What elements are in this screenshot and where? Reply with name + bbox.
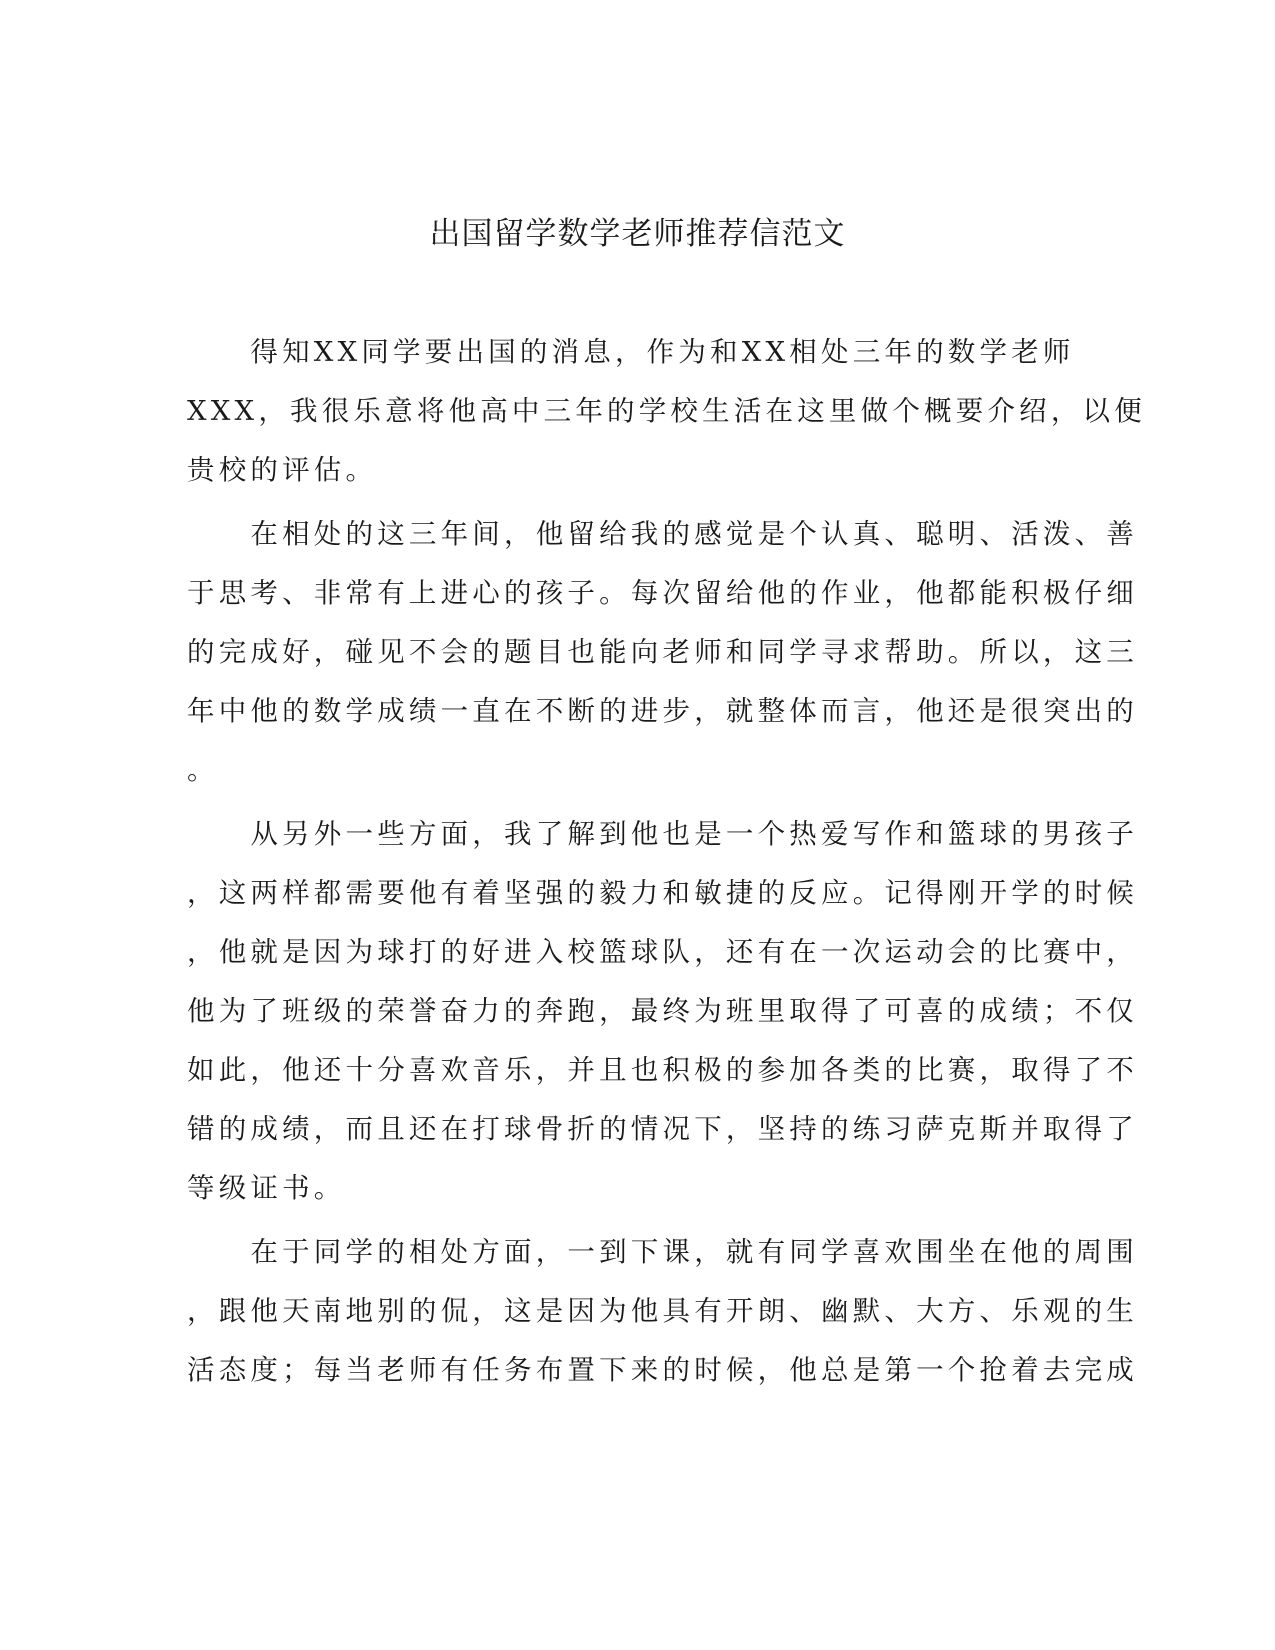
text-line: 如此，他还十分喜欢音乐，并且也积极的参加各类的比赛，取得了不 [187, 1054, 1138, 1086]
paragraph [187, 1223, 1138, 1400]
text-line: 错的成绩，而且还在打球骨折的情况下，坚持的练习萨克斯并取得了 [187, 1113, 1138, 1145]
text-line: 从另外一些方面，我了解到他也是一个热爱写作和篮球的男孩子 [187, 818, 1138, 850]
text-line: 得知XX同学要出国的消息，作为和XX相处三年的数学老师 [187, 336, 1075, 368]
paragraph [187, 505, 1138, 800]
text-line: 贵校的评估。 [187, 454, 378, 486]
text-line: 的完成好，碰见不会的题目也能向老师和同学寻求帮助。所以，这三 [187, 636, 1138, 668]
text-line: XXX，我很乐意将他高中三年的学校生活在这里做个概要介绍，以便 [187, 395, 1146, 427]
paragraph [187, 805, 1138, 1218]
document-body [187, 323, 1146, 1400]
text-line: 等级证书。 [187, 1172, 346, 1204]
text-line: ，跟他天南地别的侃，这是因为他具有开朗、幽默、大方、乐观的生 [187, 1295, 1138, 1327]
text-line: 在相处的这三年间，他留给我的感觉是个认真、聪明、活泼、善 [187, 518, 1138, 550]
text-line: 。 [187, 754, 219, 786]
text-line: 年中他的数学成绩一直在不断的进步，就整体而言，他还是很突出的 [187, 695, 1138, 727]
text-line: 在于同学的相处方面，一到下课，就有同学喜欢围坐在他的周围 [187, 1236, 1138, 1268]
paragraph [187, 323, 1146, 500]
text-line: 活态度；每当老师有任务布置下来的时候，他总是第一个抢着去完成 [187, 1354, 1138, 1386]
text-line: ，他就是因为球打的好进入校篮球队，还有在一次运动会的比赛中， [187, 936, 1138, 968]
document-title: 出国留学数学老师推荐信范文 [429, 216, 846, 252]
text-line: 于思考、非常有上进心的孩子。每次留给他的作业，他都能积极仔细 [187, 577, 1138, 609]
text-line: 他为了班级的荣誉奋力的奔跑，最终为班里取得了可喜的成绩；不仅 [187, 995, 1138, 1027]
text-line: ，这两样都需要他有着坚强的毅力和敏捷的反应。记得刚开学的时候 [187, 877, 1138, 909]
